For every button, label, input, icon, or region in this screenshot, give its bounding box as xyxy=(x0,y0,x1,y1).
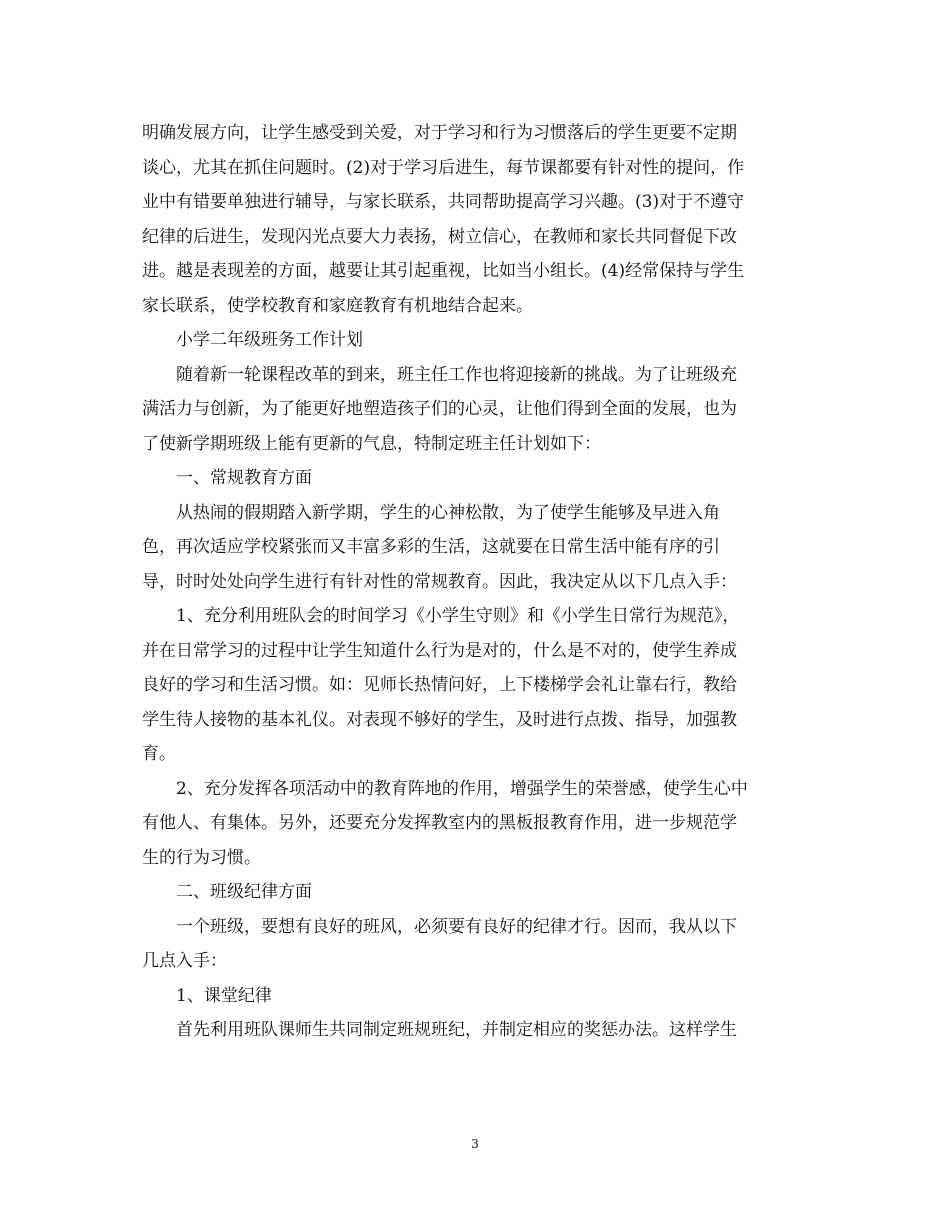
text-line: 良好的学习和生活习惯。如：见师长热情问好，上下楼梯学会礼让靠右行，教给 xyxy=(142,675,737,695)
document-body xyxy=(142,116,812,1048)
text-line: 业中有错要单独进行辅导，与家长联系，共同帮助提高学习兴趣。(3)对于不遵守 xyxy=(142,192,745,212)
text-line: 谈心，尤其在抓住问题时。(2)对于学习后进生，每节课都要有针对性的提问，作 xyxy=(142,157,745,178)
text-line: 首先利用班队课师生共同制定班规班纪，并制定相应的奖惩办法。这样学生 xyxy=(176,1020,737,1040)
text-line: 明确发展方向，让学生感受到关爱，对于学习和行为习惯落后的学生更要不定期 xyxy=(142,123,737,143)
text-line: 生的行为习惯。 xyxy=(142,847,261,868)
paragraph xyxy=(142,772,812,876)
text-line: 色，再次适应学校紧张而又丰富多彩的生活，这就要在日常生活中能有序的引 xyxy=(142,537,720,557)
paragraph xyxy=(142,116,812,323)
text-line: 学生待人接物的基本礼仪。对表现不够好的学生，及时进行点拨、指导，加强教 xyxy=(142,709,737,730)
text-line: 1、充分利用班队会的时间学习《小学生守则》和《小学生日常行为规范》， xyxy=(176,606,740,626)
paragraph xyxy=(142,323,812,358)
paragraph xyxy=(142,979,812,1014)
text-line: 二、班级纪律方面 xyxy=(176,882,312,902)
paragraph xyxy=(142,358,812,462)
text-line: 有他人、有集体。另外，还要充分发挥教室内的黑板报教育作用，进一步规范学 xyxy=(142,813,737,833)
paragraph xyxy=(142,496,812,600)
text-line: 并在日常学习的过程中让学生知道什么行为是对的，什么是不对的，使学生养成 xyxy=(142,640,737,661)
text-line: 了使新学期班级上能有更新的气息，特制定班主任计划如下： xyxy=(142,433,601,454)
text-line: 1、课堂纪律 xyxy=(176,985,272,1006)
paragraph xyxy=(142,910,812,979)
text-line: 进。越是表现差的方面，越要让其引起重视，比如当小组长。(4)经常保持与学生 xyxy=(142,261,745,281)
text-line: 几点入手： xyxy=(142,951,227,971)
text-line: 一、常规教育方面 xyxy=(176,468,312,488)
text-line: 一个班级，要想有良好的班风，必须要有良好的纪律才行。因而，我从以下 xyxy=(176,916,737,937)
paragraph xyxy=(142,461,812,496)
paragraph xyxy=(142,875,812,910)
paragraph xyxy=(142,599,812,772)
paragraph xyxy=(142,1013,812,1048)
text-line: 满活力与创新，为了能更好地塑造孩子们的心灵，让他们得到全面的发展，也为 xyxy=(142,399,737,419)
text-line: 2、充分发挥各项活动中的教育阵地的作用，增强学生的荣誉感，使学生心中 xyxy=(176,778,748,799)
text-line: 育。 xyxy=(142,744,176,764)
text-line: 家长联系，使学校教育和家庭教育有机地结合起来。 xyxy=(142,295,533,316)
page-number: 3 xyxy=(471,1137,479,1151)
text-line: 从热闹的假期踏入新学期，学生的心神松散，为了使学生能够及早进入角 xyxy=(176,502,720,523)
text-line: 纪律的后进生，发现闪光点要大力表扬，树立信心，在教师和家长共同督促下改 xyxy=(142,226,737,247)
text-line: 随着新一轮课程改革的到来，班主任工作也将迎接新的挑战。为了让班级充 xyxy=(176,364,737,385)
text-line: 导，时时处处向学生进行有针对性的常规教育。因此，我决定从以下几点入手： xyxy=(142,571,737,592)
text-line: 小学二年级班务工作计划 xyxy=(176,330,363,350)
